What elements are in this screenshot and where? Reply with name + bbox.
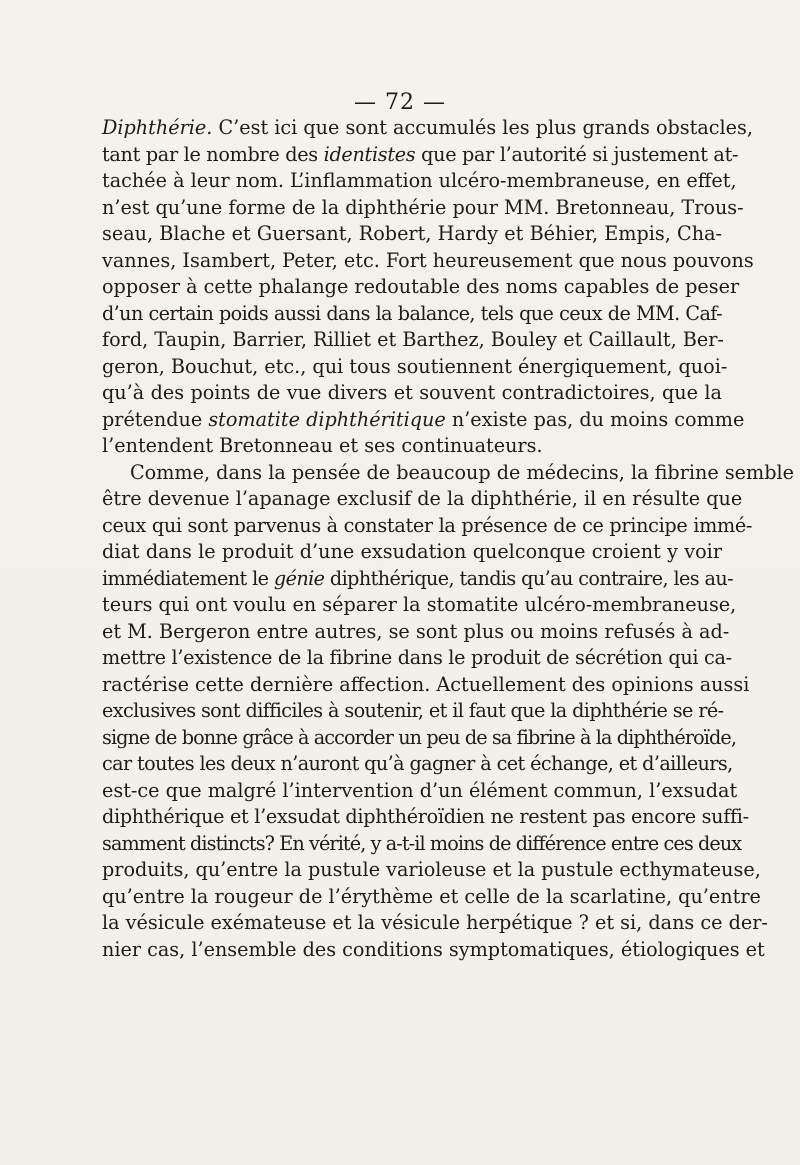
text-run: nier cas, l’ensemble des conditions symptomatiques, étiologiques et [102,937,765,961]
italic-text: génie [273,566,325,590]
text-run: Comme, dans la pensée de beaucoup de médecins, la fibrine semble [130,460,794,484]
text-run: C’est ici que sont accumulés les plus grands obstacles, [212,116,753,139]
text-line [102,195,744,222]
text-run: la vésicule exémateuse et la vésicule herpétique ? et si, dans ce der- [102,911,768,934]
text-run: qu’à des points de vue divers et souvent contradictoires, que la [102,381,722,404]
text-line [102,142,739,169]
text-line [102,327,722,354]
text-line [102,751,733,778]
text-line [102,380,722,407]
italic-text: Diphthérie. [102,116,213,139]
text-run: être devenue l’apanage exclusif de la diphthérie, il en résulte que [102,487,743,510]
text-run: immédiatement le [102,566,274,590]
text-run: prétendue [102,407,209,431]
text-run: que par l’autorité si justement at- [415,142,739,166]
text-run: ractérise cette dernière affection. Actuellement des opinions aussi [102,672,750,696]
italic-text: identistes [323,142,416,166]
text-line [102,539,722,566]
text-run: opposer à cette phalange redoutable des noms capables de peser [102,275,740,298]
text-line [102,778,738,805]
text-line [102,910,768,937]
text-line [102,168,737,195]
text-line [102,221,722,248]
text-run: exclusives sont difficiles à soutenir, et il faut que la diphthérie se ré- [102,699,724,722]
text-line [102,672,750,699]
text-line [102,115,753,142]
page-number: — 72 — [354,90,446,115]
text-run: mettre l’existence de la fibrine dans le produit de sécrétion qui ca- [102,646,732,669]
text-line [102,645,732,672]
text-line [102,725,737,752]
text-run: vannes, Isambert, Peter, etc. Fort heureusement que nous pouvons [102,248,754,272]
text-line [102,831,742,858]
text-line [102,354,728,381]
text-run: diat dans le produit d’une exsudation quelconque croient y voir [102,540,722,563]
text-line [102,301,722,328]
text-line [102,486,743,513]
text-run: teurs qui ont voulu en séparer la stomatite ulcéro-membraneuse, [102,593,737,616]
text-line [102,698,722,725]
text-run: d’un certain poids aussi dans la balance, tels que ceux de MM. Caf- [102,301,722,325]
text-run: tachée à leur nom. L’inflammation ulcéro-membraneuse, en effet, [102,169,737,192]
text-run: signe de bonne grâce à accorder un peu de sa fibrine à la diphthéroïde, [102,725,737,749]
text-run: ceux qui sont parvenus à constater la présence de ce principe immé- [102,513,753,537]
text-run: seau, Blache et Guersant, Robert, Hardy et Béhier, Empis, Cha- [102,222,722,245]
text-run: geron, Bouchut, etc., qui tous soutiennent énergiquement, quoi- [102,354,728,378]
italic-text: stomatite diphthéritique [208,407,446,431]
text-run: n’est qu’une forme de la diphthérie pour MM. Bretonneau, Trous- [102,195,744,219]
text-run: l’entendent Bretonneau et ses continuateurs. [102,434,543,457]
text-run: qu’entre la rougeur de l’érythème et celle de la scarlatine, qu’entre [102,884,761,908]
text-run: car toutes les deux n’auront qu’à gagner à cet échange, et d’ailleurs, [102,752,733,775]
text-run: samment distincts? En vérité, y a-t-il moins de différence entre ces deux [102,831,742,855]
body-text [102,115,794,963]
text-line [102,857,761,884]
text-line [102,513,753,540]
text-line [102,407,745,434]
text-run: produits, qu’entre la pustule varioleuse et la pustule ecthymateuse, [102,858,761,881]
text-line [102,937,765,964]
text-run: et M. Bergeron entre autres, se sont plus ou moins refusés à ad- [102,619,730,643]
text-run: est-ce que malgré l’intervention d’un élément commun, l’exsudat [102,778,738,802]
text-line [102,566,733,593]
text-run: n’existe pas, du moins comme [445,407,745,431]
text-line [102,248,754,275]
text-line [102,619,730,646]
text-line [102,804,749,831]
text-line [102,274,740,301]
text-line [102,460,794,487]
text-run: diphthérique et l’exsudat diphthéroïdien ne restent pas encore suffi- [102,805,749,828]
text-run: tant par le nombre des [102,142,324,166]
text-line [102,433,722,460]
text-run: diphthérique, tandis qu’au contraire, les au- [324,566,733,590]
text-line [102,884,761,911]
text-run: ford, Taupin, Barrier, Rilliet et Barthez, Bouley et Caillault, Ber- [102,328,724,351]
text-line [102,592,737,619]
